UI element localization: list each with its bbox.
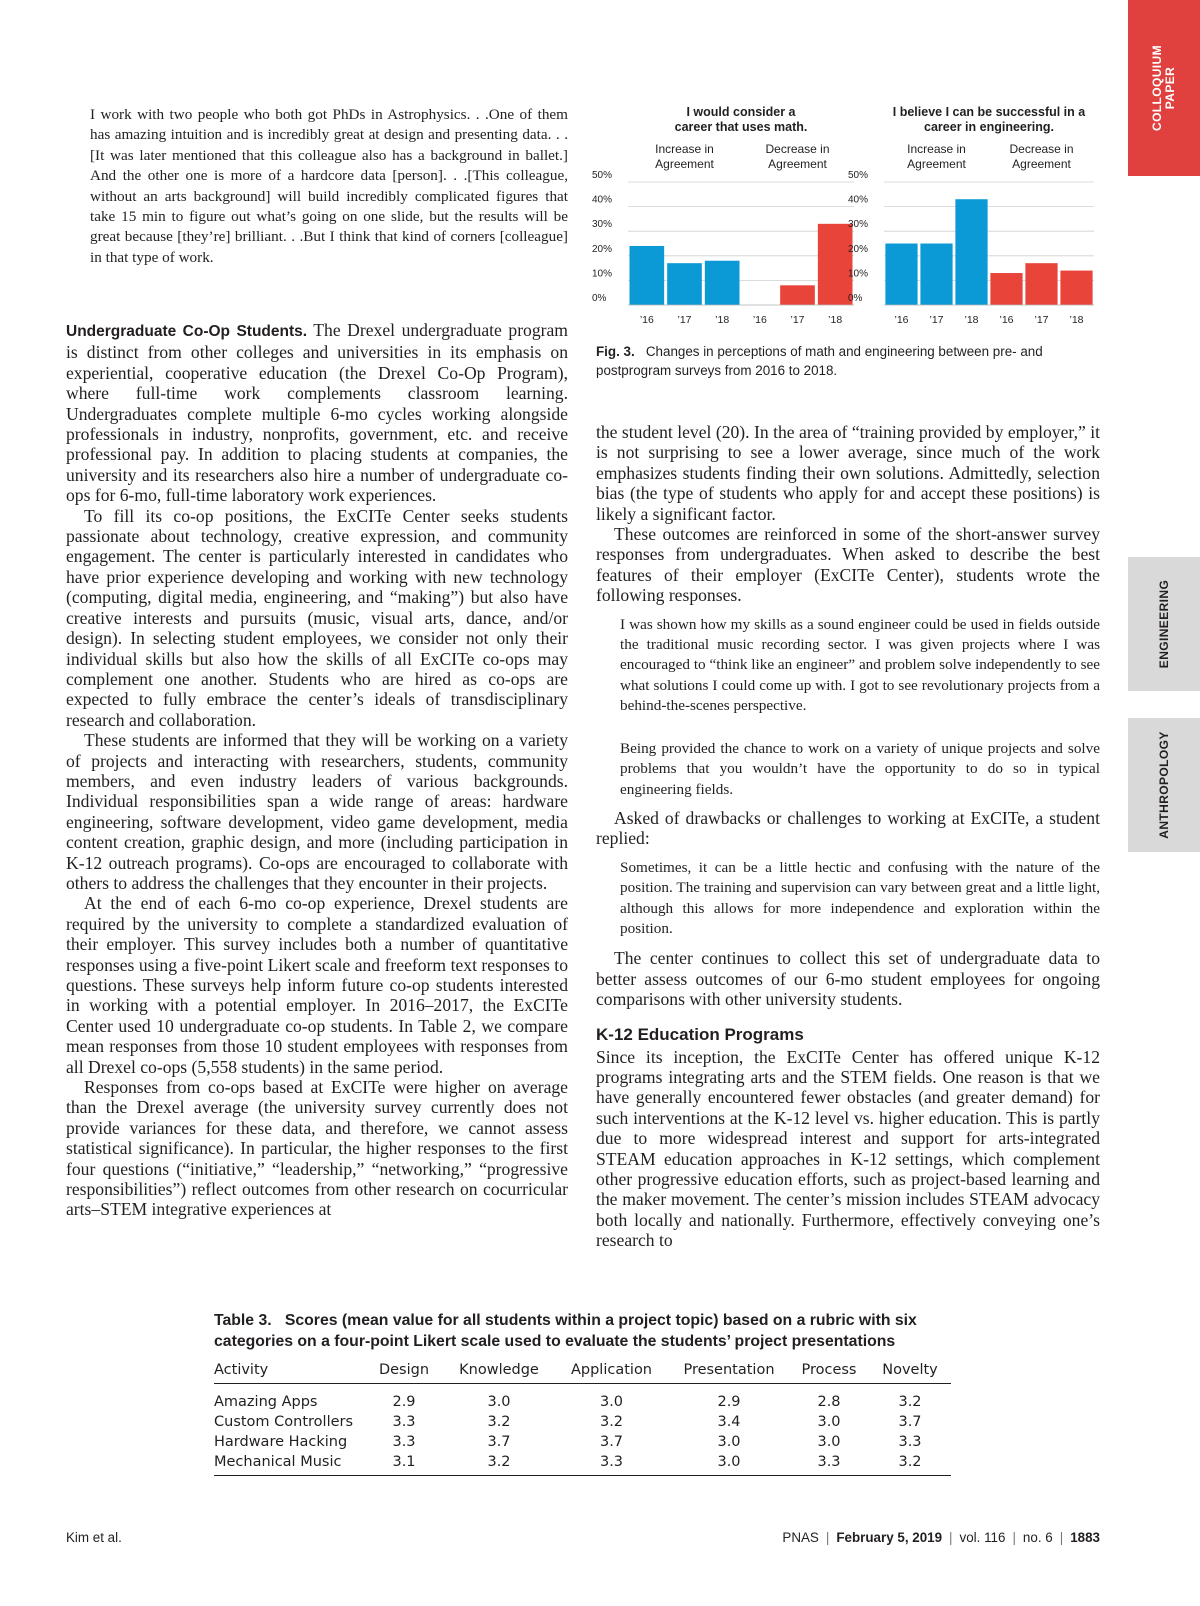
table-cell: 3.2	[487, 1414, 511, 1430]
bar	[667, 263, 702, 305]
y-tick-label: 20%	[592, 243, 613, 255]
y-tick-label: 50%	[592, 170, 613, 181]
table-cell: Custom Controllers	[214, 1414, 354, 1430]
col-header-process: Process	[789, 1359, 869, 1384]
group-label-line: Increase in	[907, 142, 966, 156]
chart-title-line: career in engineering.	[924, 120, 1054, 134]
table-caption-text: Scores (mean value for all students within a project topic) based on a rubric with six categories on a four-point Likert scale used to evaluate the students’ project presentations	[214, 1312, 917, 1350]
coop-paragraph-1	[66, 320, 568, 506]
table-label: Table 3.	[214, 1312, 272, 1329]
bar	[955, 199, 987, 305]
right-paragraph-3: Asked of drawbacks or challenges to working at ExCITe, a student replied:	[596, 807, 1100, 849]
bar	[920, 244, 952, 306]
col-header-knowledge: Knowledge	[444, 1359, 554, 1384]
table-cell: 3.3	[392, 1434, 416, 1450]
left-column-body	[66, 320, 568, 1220]
table-3	[214, 1310, 951, 1476]
col-header-application: Application	[554, 1359, 669, 1384]
coop-paragraph-2: To fill its co-op positions, the ExCITe Center seeks students passionate about technology, creative expression, and community engagement. The center is particularly interested in candidates who have prior experience developing and working with new technology (computing, digital media, engineering, and “making”) but also have creative interests and pursuits (music, visual arts, dance, and/or design). In selecting student employees, we consider not only their individual skills but also how the skills of all ExCITe co-ops may complement one another. Students who are hired as co-ops are expected to fully embrace the center’s ideals of transdisciplinary research and collaboration.	[66, 505, 568, 730]
figure-3-svg	[592, 100, 1104, 335]
table-cell: Amazing Apps	[214, 1394, 318, 1410]
table-cell: 3.3	[789, 1452, 869, 1476]
x-tick-label: ’18	[828, 314, 843, 326]
y-tick-label: 0%	[592, 293, 607, 304]
table-cell: 3.3	[898, 1434, 922, 1450]
table-cell: 3.2	[599, 1414, 624, 1430]
colloquium-paper-tab	[1128, 0, 1200, 176]
student-quote-2-block	[596, 717, 1100, 800]
table-cell: 3.0	[669, 1452, 789, 1476]
table-cell: 3.4	[717, 1414, 741, 1430]
table-cell: 3.0	[817, 1414, 841, 1430]
table-row	[214, 1452, 951, 1476]
x-tick-label: ’18	[715, 314, 730, 326]
engineering-tab	[1128, 557, 1200, 691]
table-cell: Mechanical Music	[214, 1452, 364, 1476]
table-cell: 2.8	[817, 1394, 841, 1410]
group-label-line: Agreement	[768, 157, 827, 171]
footer-volume: vol. 116	[959, 1530, 1006, 1545]
table-cell: 2.9	[717, 1394, 741, 1410]
table-cell: 3.3	[554, 1452, 669, 1476]
student-quote-3-block	[596, 849, 1100, 940]
chart-title-line: I would consider a	[686, 105, 796, 119]
table-row	[214, 1384, 951, 1413]
y-tick-label: 40%	[592, 194, 613, 206]
colloquium-label: COLLOQUIUM	[1150, 45, 1164, 131]
x-tick-label: ’17	[677, 314, 692, 326]
paper-label: PAPER	[1163, 66, 1177, 110]
x-tick-label: ’17	[790, 314, 805, 326]
figure-3-caption	[596, 342, 1106, 380]
right-paragraph-4: The center continues to collect this set of undergraduate data to better assess outcomes of our 6-mo student employees for ongoing comparisons with other university students.	[596, 948, 1100, 1010]
k12-paragraph: Since its inception, the ExCITe Center has offered unique K-12 programs integrating arts and the STEM fields. One reason is that we have generally encountered fewer obstacles (and greater demand) for such interventions at the K-12 level vs. higher education. This is partly due to more widespread interest and support for arts-integrated STEAM education approaches in K-12 settings, which complement other progressive education efforts, such as project-based learning and the maker movement. The center’s mission includes STEAM advocacy both locally and nationally. Furthermore, effectively conveying one’s research to	[596, 1046, 1100, 1251]
table-cell: 3.0	[599, 1394, 624, 1410]
col-header-presentation: Presentation	[669, 1359, 789, 1384]
table-cell: 3.1	[364, 1452, 444, 1476]
bar	[885, 244, 917, 306]
y-tick-label: 10%	[848, 268, 869, 280]
right-paragraph-2: These outcomes are reinforced in some of the short-answer survey responses from undergraduates. When asked to describe the best features of their employer (ExCITe Center), students wrote the following responses.	[596, 524, 1100, 606]
anthropology-label: ANTHROPOLOGY	[1157, 731, 1171, 839]
figure-3-charts	[592, 100, 1104, 335]
footer-journal: PNAS	[782, 1530, 819, 1545]
group-label-line: Agreement	[655, 157, 714, 171]
table-cell: 3.2	[869, 1452, 951, 1476]
student-quote-3: Sometimes, it can be a little hectic and confusing with the nature of the position. The training and supervision can vary between great and a little light, although this allows for more independence and exploration within the position.	[620, 858, 1100, 937]
k12-heading: K-12 Education Programs	[596, 1024, 804, 1044]
student-quote-2: Being provided the chance to work on a variety of unique projects and solve problems that you wouldn’t have the opportunity to do so in typical engineering fields.	[620, 739, 1100, 798]
figure-label: Fig. 3.	[596, 344, 635, 359]
group-label-line: Agreement	[1012, 157, 1071, 171]
bar	[780, 285, 815, 305]
table-cell: 3.0	[487, 1394, 511, 1410]
table-cell: 3.0	[717, 1434, 741, 1450]
table-cell: 3.2	[898, 1394, 922, 1410]
table-cell: 3.7	[487, 1434, 511, 1450]
x-tick-label: ’16	[752, 314, 767, 326]
astrophysics-quote: I work with two people who both got PhDs in Astrophysics. . .One of them has amazing intuition and is incredibly great at design and presenting data. . .[It was later mentioned that this colleague also has a background in ballet.] And the other one is more of a hardcore data [person]. . .[This colleague, without an arts background] will build incredibly complicated figures that take 15 min to figure out what’s going on one slide, but the results will be great because [they’re] brilliant. . .But I think that kind of corners [colleague] in that type of work.	[90, 106, 568, 266]
table-3-caption	[214, 1310, 951, 1352]
col-header-novelty: Novelty	[869, 1359, 951, 1384]
footer-authors: Kim et al.	[66, 1530, 122, 1545]
y-tick-label: 30%	[848, 219, 869, 231]
colloquium-paper-label	[1151, 45, 1177, 131]
table-cell: 3.2	[444, 1452, 554, 1476]
engineering-label: ENGINEERING	[1157, 579, 1171, 669]
chart-title-line: I believe I can be successful in a	[892, 105, 1086, 119]
x-tick-label: ’16	[999, 314, 1014, 326]
left-quote-block	[90, 105, 568, 268]
y-tick-label: 30%	[592, 219, 613, 231]
student-quote-1-block	[596, 606, 1100, 717]
y-tick-label: 10%	[592, 268, 613, 280]
table-row	[214, 1432, 951, 1452]
scores-table	[214, 1359, 951, 1476]
x-tick-label: ’17	[929, 314, 944, 326]
y-tick-label: 50%	[848, 170, 869, 181]
footer-date: February 5, 2019	[836, 1530, 943, 1545]
y-tick-label: 0%	[848, 293, 863, 304]
bar	[990, 273, 1022, 305]
x-tick-label: ’18	[964, 314, 979, 326]
table-cell: 3.7	[599, 1434, 624, 1450]
footer-issue: no. 6	[1022, 1530, 1053, 1545]
group-label-line: Increase in	[655, 142, 714, 156]
figure-caption-text: Changes in perceptions of math and engineering between pre- and postprogram surveys from 2016 to 2018.	[596, 344, 1043, 378]
footer-citation: PNAS | February 5, 2019 | vol. 116 | no. 6 | 1883	[782, 1530, 1100, 1545]
group-label-line: Decrease in	[765, 142, 830, 156]
group-label-line: Decrease in	[1009, 142, 1074, 156]
bar	[630, 246, 665, 305]
x-tick-label: ’17	[1034, 314, 1049, 326]
table-row	[214, 1412, 951, 1432]
group-label-line: Agreement	[907, 157, 966, 171]
bar	[705, 261, 740, 305]
col-header-design: Design	[364, 1359, 444, 1384]
bar	[1025, 263, 1057, 305]
x-tick-label: ’16	[639, 314, 654, 326]
table-cell: 2.9	[392, 1394, 416, 1410]
right-paragraph-1: the student level (20). In the area of “training provided by employer,” it is not surprising to see a lower average, since much of the work emphasizes students finding their own solutions. Admittedly, selection bias (the type of students who apply for and accept these positions) is likely a significant factor.	[596, 422, 1100, 524]
table-cell: 3.7	[898, 1414, 922, 1430]
coop-paragraph-4: At the end of each 6-mo co-op experience, Drexel students are required by the university to complete a standardized evaluation of their employer. This survey includes both a number of quantitative responses using a five-point Likert scale and freeform text responses to questions. These surveys help inform future co-op students interested in working with a potential employer. In 2016–2017, the ExCITe Center used 10 undergraduate co-op students. In Table 2, we compare mean responses from those 10 student employees with responses from all Drexel co-ops (5,558 students) in the same period.	[66, 893, 568, 1077]
x-tick-label: ’16	[894, 314, 909, 326]
y-tick-label: 20%	[848, 243, 869, 255]
coop-p1-text: The Drexel undergraduate program is distinct from other colleges and universities in its emphasis on experiential, cooperative education (the Drexel Co-Op Program), where full-time work complements classroom learning. Undergraduates complete multiple 6-mo cycles working alongside professionals in industry, nonprofits, government, etc. and receive professional pay. In addition to placing students at companies, the university and its researchers also hire a number of undergraduate co-ops for 6-mo, full-time laboratory work experiences.	[66, 320, 568, 506]
table-cell: Hardware Hacking	[214, 1434, 348, 1450]
footer-page: 1883	[1070, 1530, 1100, 1545]
table-cell: 3.0	[817, 1434, 841, 1450]
right-column-body	[596, 422, 1100, 1251]
bar	[1060, 271, 1092, 305]
coop-paragraph-5: Responses from co-ops based at ExCITe were higher on average than the Drexel average (the university survey currently does not provide variances for these data, and therefore, we cannot assess statistical significance). In particular, the higher responses to the first four questions (“initiative,” “leadership,” “networking,” “progressive responsibilities”) reflect outcomes from other research on cocurricular arts–STEM integrative experiences at	[66, 1077, 568, 1220]
student-quote-1: I was shown how my skills as a sound engineer could be used in fields outside the traditional music recording sector. I was given projects where I was encouraged to “think like an engineer” and problem solve independently to see what solutions I could come up with. I got to see revolutionary projects from a behind-the-scenes perspective.	[620, 615, 1100, 715]
col-header-activity: Activity	[214, 1359, 364, 1384]
coop-section-heading: Undergraduate Co-Op Students.	[66, 323, 308, 340]
table-header-row	[214, 1359, 951, 1384]
anthropology-tab	[1128, 718, 1200, 852]
chart-title-line: career that uses math.	[674, 120, 808, 134]
x-tick-label: ’18	[1069, 314, 1084, 326]
y-tick-label: 40%	[848, 194, 869, 206]
table-cell: 3.3	[392, 1414, 416, 1430]
coop-paragraph-3: These students are informed that they will be working on a variety of projects and interacting with researchers, students, community members, and even industry leaders of various backgrounds. Individual responsibilities span a wide range of areas: hardware engineering, software development, video game development, media content creation, graphic design, and more (including participation in K-12 outreach programs). Co-ops are encouraged to collaborate with others to address the challenges that they encounter in their projects.	[66, 730, 568, 893]
